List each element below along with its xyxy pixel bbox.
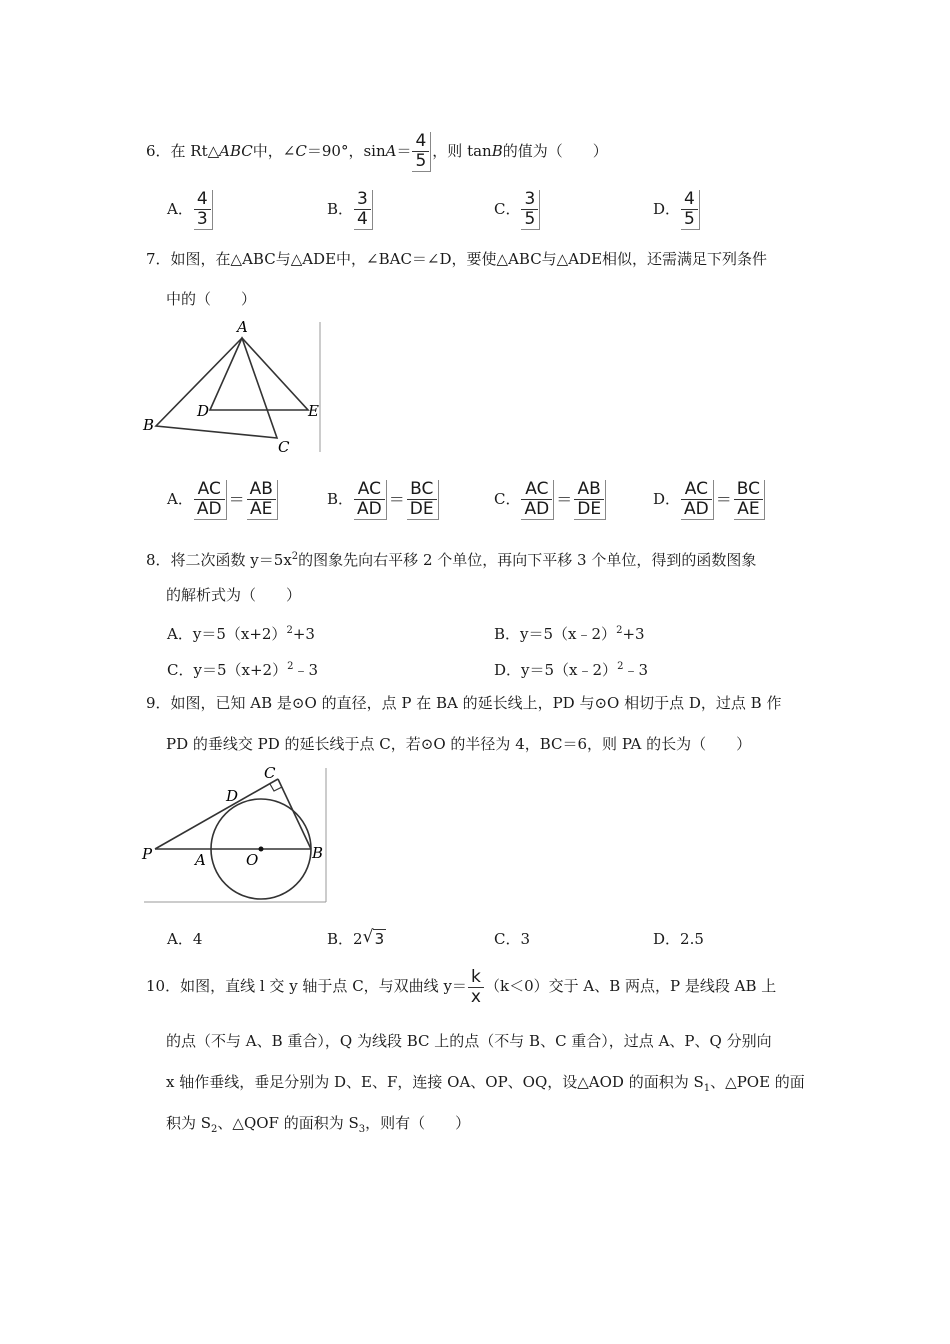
q8-stem-line1: 8．将二次函数 $y=5x^2$的图象先向右平移 2 个单位，再向下平移 3 个单位，得到的函数图象 xyxy=(146,551,757,569)
sqrt-icon: √ 3 xyxy=(362,927,385,948)
q10-stem-line4: 积为 $S_2$、△QOF 的面积为 $S_3$，则有（ ） xyxy=(166,1114,471,1135)
q7-option-d[interactable]: D． $\frac{AC}{AD}$ ＝ $\frac{BC}{AE}$ xyxy=(653,480,766,520)
center-dot xyxy=(259,847,264,852)
q7-option-a[interactable]: A． $\frac{AC}{AD}$ ＝ $\frac{AB}{AE}$ xyxy=(167,480,279,520)
fraction-left: $\frac{AC}{AD}$ xyxy=(354,480,387,520)
fraction-right: $\frac{BC}{AE}$ xyxy=(734,480,765,520)
q6-option-a[interactable]: A． $\frac{4}{3}$ xyxy=(167,190,214,230)
fraction-left: $\frac{AC}{AD}$ xyxy=(194,480,227,520)
q6-option-d[interactable]: D． $\frac{4}{5}$ xyxy=(653,190,701,230)
line-cb xyxy=(278,779,311,849)
q9-stem-line1: 9．如图，已知 AB 是⊙O 的直径，点 P 在 BA 的延长线上，PD 与⊙O 相切于点 D，过点 B 作 xyxy=(146,694,782,712)
label-o: O xyxy=(246,851,259,869)
fraction-right: $\frac{AB}{AE}$ xyxy=(247,480,278,520)
q9-option-a[interactable]: A．4 xyxy=(167,930,203,948)
q7-stem-line1: 7．如图，在△ABC与△ADE中，∠BAC＝∠D，要使△ABC与△ADE相似，还需满足下列条件 xyxy=(146,250,768,268)
q7-stem-line2: 中的（ ） xyxy=(166,290,257,308)
q6-option-c[interactable]: C． $\frac{3}{5}$ xyxy=(494,190,541,230)
fraction: $\frac{4}{3}$ xyxy=(194,190,213,230)
q9-stem-line2: PD 的垂线交 PD 的延长线于点 C，若⊙O 的半径为 4，BC＝6，则 PA 的长为（ ） xyxy=(166,735,752,753)
q10-stem-line2: 的点（不与 A、B 重合），Q 为线段 BC 上的点（不与 B、C 重合），过点 A、P、Q 分别向 xyxy=(166,1032,772,1050)
q9-option-b[interactable]: B．2 √ 3 xyxy=(327,927,385,948)
fraction: $\frac{4}{5}$ xyxy=(412,132,431,172)
q8-option-a[interactable]: A．$y=5(x+2)^2+3$ xyxy=(167,625,315,643)
line-pc xyxy=(155,779,278,849)
fraction: $\frac{4}{5}$ xyxy=(681,190,700,230)
label-a: A xyxy=(195,851,206,869)
fraction-right: $\frac{BC}{DE}$ xyxy=(407,480,439,520)
label-d: D xyxy=(197,402,210,420)
triangle-abc xyxy=(156,338,277,438)
q10-stem-line3: x 轴作垂线，垂足分别为 D、E、F，连接 OA、OP、OQ，设△AOD 的面积为 $S_1$、△POE 的面 xyxy=(166,1073,805,1094)
label-b: B xyxy=(143,416,155,434)
q7-triangle-figure xyxy=(140,318,330,458)
label-p: P xyxy=(142,845,153,863)
fraction: $\frac{3}{4}$ xyxy=(354,190,373,230)
q8-stem-line2: 的解析式为（ ） xyxy=(166,586,302,604)
q8-option-b[interactable]: B．y＝5（x﹣2）$^2$+3 xyxy=(494,625,645,643)
label-d: D xyxy=(226,787,239,805)
label-a: A xyxy=(237,318,248,336)
label-c: C xyxy=(264,764,276,782)
q9-option-c[interactable]: C．3 xyxy=(494,930,531,948)
q6-option-b[interactable]: B． $\frac{3}{4}$ xyxy=(327,190,374,230)
q7-option-b[interactable]: B． $\frac{AC}{AD}$ ＝ $\frac{BC}{DE}$ xyxy=(327,480,440,520)
q9-circle-figure xyxy=(140,764,330,904)
q7-option-c[interactable]: C． $\frac{AC}{AD}$ ＝ $\frac{AB}{DE}$ xyxy=(494,480,607,520)
label-b: B xyxy=(312,844,324,862)
q8-option-c[interactable]: C．$y=5(x+2)^2﹣3$ xyxy=(167,661,318,679)
q9-option-d[interactable]: D．2.5 xyxy=(653,930,704,948)
fraction-k-over-x: $\frac{k}{x}$ xyxy=(468,968,484,1007)
triangle-ade xyxy=(210,338,308,410)
fraction-left: $\frac{AC}{AD}$ xyxy=(521,480,554,520)
q8-option-d[interactable]: D．y＝5（x﹣2）$^2$﹣3 xyxy=(494,661,648,679)
fraction: $\frac{3}{5}$ xyxy=(521,190,540,230)
fraction-right: $\frac{AB}{DE}$ xyxy=(574,480,606,520)
fraction-left: $\frac{AC}{AD}$ xyxy=(681,480,714,520)
q10-stem-line1: 10．如图，直线 l 交 y 轴于点 C，与双曲线 y＝ $\frac{k}{x}$ （k＜0）交于 A、B 两点，P 是线段 AB 上 xyxy=(146,966,777,1007)
label-c: C xyxy=(278,438,290,456)
q6-stem: 6．在 Rt△ABC中，∠C＝90°，sinA＝ $\frac{4}{5}$ ，则 tanB的值为（ ） xyxy=(146,131,608,171)
label-e: E xyxy=(308,402,319,420)
